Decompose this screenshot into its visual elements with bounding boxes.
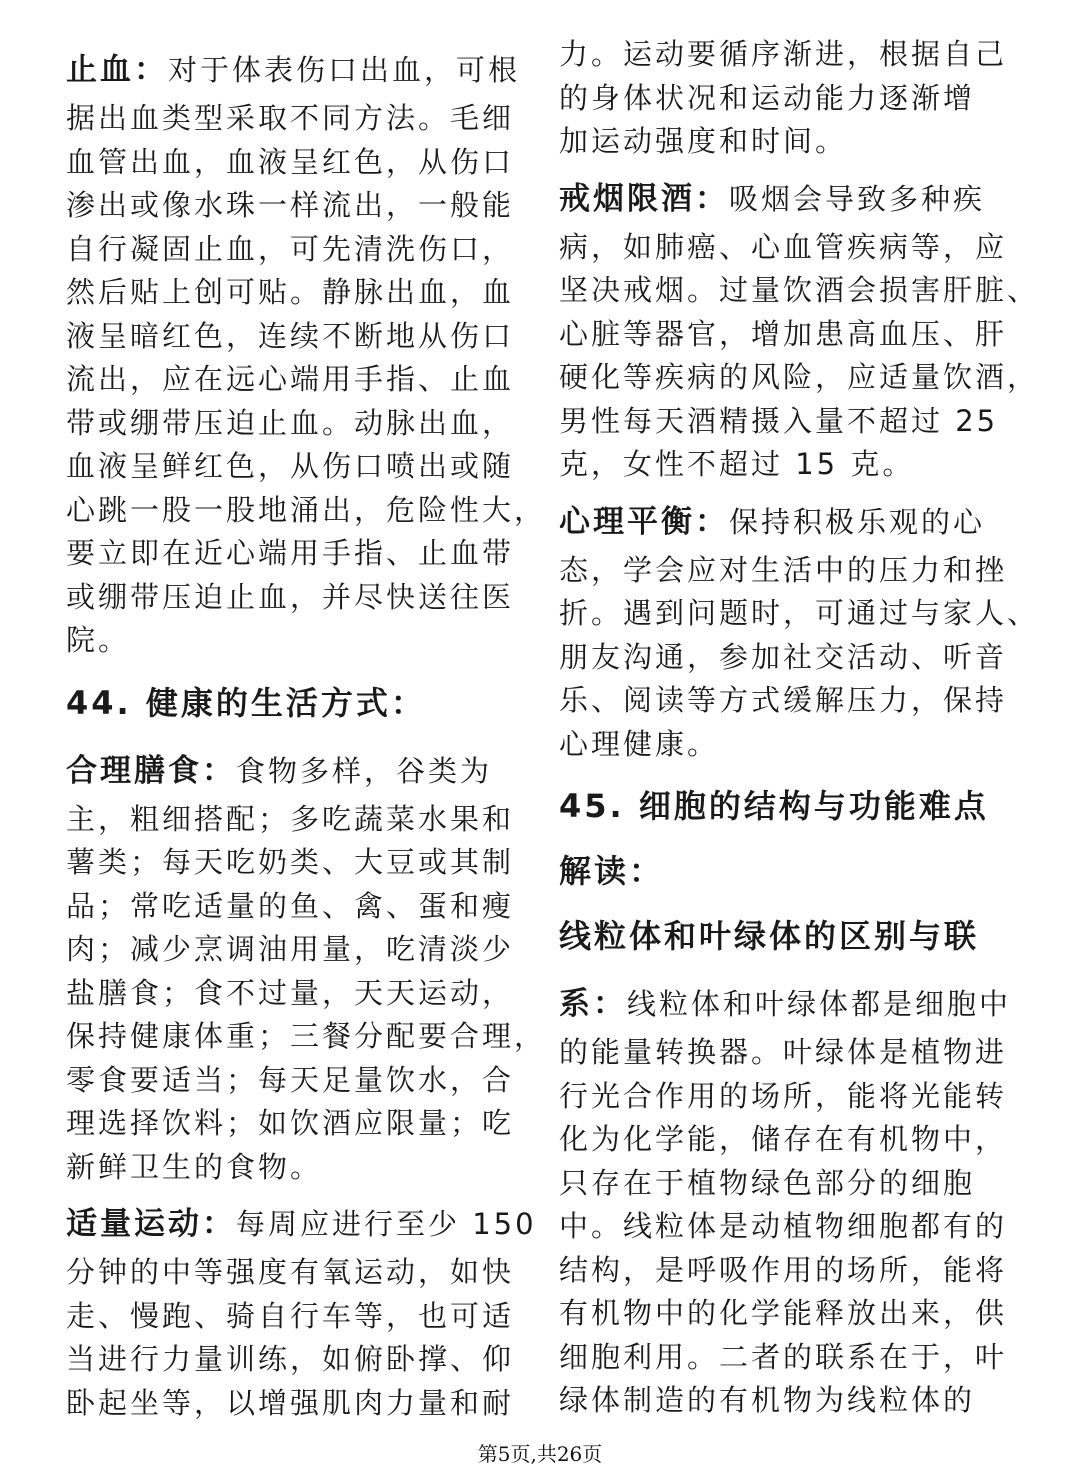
text-line	[66, 228, 536, 272]
text-line	[66, 44, 536, 97]
text: 对于体表伤口出血，可根	[168, 53, 521, 87]
text-line	[66, 402, 536, 446]
text: 流出，应在远心端用手指、止血	[66, 362, 515, 396]
paragraph	[559, 978, 1029, 1423]
text-line	[66, 1382, 536, 1426]
text-line	[66, 271, 536, 315]
text: 力。运动要循序渐进，根据自己	[559, 37, 1008, 71]
text-line	[559, 226, 1029, 270]
text-line	[559, 1379, 1029, 1423]
text-line	[66, 1295, 536, 1339]
text-line	[559, 1336, 1029, 1380]
text-line	[559, 1118, 1029, 1162]
text-line	[559, 723, 1029, 767]
text-line	[559, 1031, 1029, 1075]
text-line	[559, 1205, 1029, 1249]
text-line	[559, 679, 1029, 723]
text: 克，女性不超过 15 克。	[559, 447, 915, 481]
text-line	[66, 532, 536, 576]
text: 院。	[66, 623, 131, 657]
text: 男性每天酒精摄入量不超过 25	[559, 403, 999, 438]
text: 保持积极乐观的心	[729, 504, 986, 539]
text: 或绷带压迫止血，并尽快送往医	[66, 579, 515, 614]
right-column	[559, 33, 1040, 1423]
text-line	[559, 1162, 1029, 1206]
text-line	[66, 1102, 536, 1146]
text: 朋友沟通，参加社交活动、听音	[559, 639, 1008, 674]
paragraph	[559, 173, 1040, 487]
text: 理选择饮料；如饮酒应限量；吃	[66, 1106, 515, 1140]
text-line	[66, 141, 536, 185]
text-line	[559, 496, 1029, 549]
paragraph-heading: 戒烟限酒：	[559, 180, 729, 217]
section-heading: 解读：	[559, 852, 665, 890]
text-line	[559, 592, 1040, 636]
paragraph	[66, 1198, 536, 1425]
paragraph-heading: 系：	[559, 986, 627, 1022]
paragraph-heading: 适量运动：	[66, 1206, 236, 1242]
text-line	[559, 443, 1029, 487]
text: 只存在于植物绿色部分的细胞	[559, 1165, 976, 1200]
text-line	[66, 1338, 536, 1382]
text: 加运动强度和时间。	[559, 124, 848, 158]
text: 食物多样，谷类为	[236, 753, 493, 788]
text: 心跳一股一股地涌出，危险性大，	[66, 492, 547, 527]
text-line	[559, 77, 1029, 121]
text: 新鲜卫生的食物。	[66, 1149, 323, 1184]
text-line	[66, 315, 536, 359]
text-line	[559, 120, 1029, 164]
text: 乐、阅读等方式缓解压力，保持	[559, 683, 1008, 717]
text-line	[559, 269, 1040, 313]
text: 血管出血，血液呈红色，从伤口	[66, 144, 515, 179]
text-line	[559, 1292, 1029, 1336]
section-heading: 44. 健康的生活方式：	[66, 683, 426, 722]
text: 自行凝固止血，可先清洗伤口，	[66, 231, 515, 266]
text: 据出血类型采取不同方法。毛细	[66, 101, 515, 135]
text-line	[66, 1251, 536, 1295]
section-heading: 45. 细胞的结构与功能难点	[559, 787, 989, 825]
text: 每周应进行至少 150	[236, 1207, 537, 1241]
text: 渗出或像水珠一样流出，一般能	[66, 188, 515, 222]
text: 吸烟会导致多种疾	[729, 181, 986, 216]
text-line	[66, 885, 536, 929]
text-line	[559, 978, 1029, 1031]
text: 液呈暗红色，连续不断地从伤口	[66, 318, 515, 353]
text: 中。线粒体是动植物细胞都有的	[559, 1209, 1008, 1243]
text-line	[559, 356, 1040, 400]
text: 零食要适当；每天足量饮水，合	[66, 1062, 515, 1097]
text: 化为化学能，储存在有机物中，	[559, 1122, 1008, 1156]
text: 薯类；每天吃奶类、大豆或其制	[66, 845, 515, 879]
section-heading: 线粒体和叶绿体的区别与联	[559, 917, 980, 955]
text-line	[66, 619, 536, 663]
paragraph-heading: 合理膳食：	[66, 752, 236, 789]
paragraph-heading: 止血：	[66, 52, 168, 88]
text-line	[66, 972, 536, 1016]
left-column	[66, 44, 547, 1425]
paragraph	[559, 496, 1040, 767]
text: 血液呈鲜红色，从伤口喷出或随	[66, 449, 515, 483]
text-line	[66, 489, 547, 533]
text-line	[66, 928, 536, 972]
paragraph	[66, 44, 547, 663]
text: 卧起坐等，以增强肌肉力量和耐	[66, 1385, 515, 1420]
text-line	[559, 173, 1029, 226]
text-line	[66, 97, 536, 141]
text-line	[66, 1146, 536, 1190]
text-line	[66, 576, 536, 620]
text: 的身体状况和运动能力逐渐增	[559, 80, 976, 115]
text: 心理健康。	[559, 726, 720, 761]
text-line	[559, 636, 1029, 680]
paragraph	[66, 745, 547, 1190]
text-line	[66, 745, 536, 798]
text: 折。遇到问题时，可通过与家人、	[559, 596, 1040, 630]
text: 保持健康体重；三餐分配要合理，	[66, 1019, 547, 1053]
paragraph	[559, 33, 1029, 164]
text-line	[66, 841, 536, 885]
text-line	[559, 313, 1029, 357]
text: 行光合作用的场所，能将光能转	[559, 1078, 1008, 1113]
text-line	[66, 1015, 547, 1059]
text: 肉；减少烹调油用量，吃清淡少	[66, 932, 515, 966]
text-line	[66, 1198, 536, 1251]
text: 心脏等器官，增加患高血压、肝	[559, 316, 1008, 351]
text: 要立即在近心端用手指、止血带	[66, 536, 515, 570]
text: 然后贴上创可贴。静脉出血，血	[66, 275, 515, 309]
text: 有机物中的化学能释放出来，供	[559, 1296, 1008, 1330]
text: 态，学会应对生活中的压力和挫	[559, 552, 1008, 587]
text-line	[559, 1075, 1029, 1119]
text-line	[559, 549, 1029, 593]
text: 硬化等疾病的风险，应适量饮酒，	[559, 360, 1040, 394]
text-line	[66, 1059, 536, 1103]
text: 分钟的中等强度有氧运动，如快	[66, 1255, 515, 1289]
paragraph-heading: 心理平衡：	[559, 503, 729, 540]
text-line	[66, 184, 536, 228]
text: 线粒体和叶绿体都是细胞中	[627, 987, 1012, 1021]
text: 细胞利用。二者的联系在于，叶	[559, 1339, 1008, 1374]
text: 的能量转换器。叶绿体是植物进	[559, 1035, 1008, 1069]
text: 走、慢跑、骑自行车等，也可适	[66, 1298, 515, 1333]
text: 结构，是呼吸作用的场所，能将	[559, 1252, 1008, 1287]
text: 盐膳食；食不过量，天天运动，	[66, 975, 515, 1010]
text: 品；常吃适量的鱼、禽、蛋和瘦	[66, 888, 515, 923]
text: 绿体制造的有机物为线粒体的	[559, 1383, 976, 1417]
text-line	[66, 358, 536, 402]
text: 坚决戒烟。过量饮酒会损害肝脏、	[559, 273, 1040, 307]
text-line	[559, 1249, 1029, 1293]
text: 病，如肺癌、心血管疾病等，应	[559, 229, 1008, 264]
text: 当进行力量训练，如俯卧撑、仰	[66, 1342, 515, 1376]
text-line	[66, 445, 536, 489]
text-line	[559, 400, 1029, 444]
text: 带或绷带压迫止血。动脉出血，	[66, 405, 515, 440]
text-line	[559, 33, 1029, 77]
text: 主，粗细搭配；多吃蔬菜水果和	[66, 801, 515, 836]
page-number: 第5页,共26页	[477, 1442, 603, 1466]
text-line	[66, 798, 536, 842]
